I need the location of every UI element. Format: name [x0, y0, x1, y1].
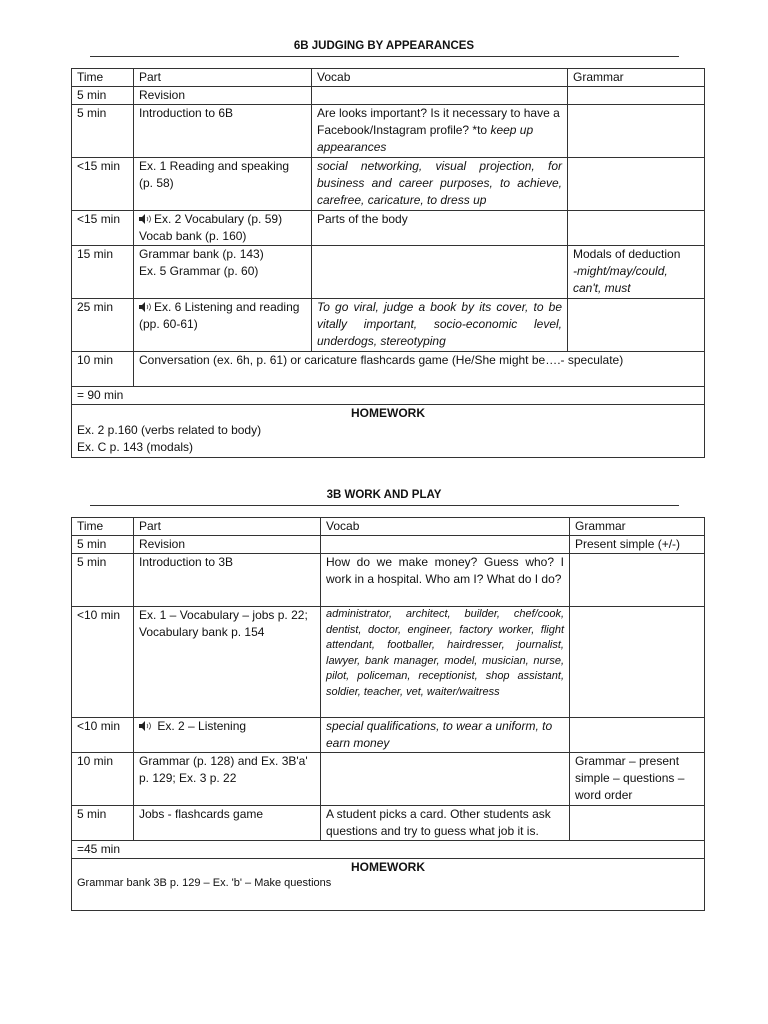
- grammar-cell: [568, 158, 705, 211]
- grammar-italic-text: -might/may/could, can't, must: [573, 264, 668, 295]
- homework-cell: [72, 859, 705, 911]
- table-row: [72, 554, 705, 607]
- part-cell: Ex. 1 – Vocabulary – jobs p. 22; Vocabulary bank p. 154: [134, 607, 321, 718]
- grammar-cell: [568, 246, 705, 299]
- title-underline: [90, 505, 679, 506]
- table-row: [72, 105, 705, 158]
- total-cell: =45 min: [72, 841, 705, 859]
- part-text: Ex. 6 Listening and reading (pp. 60-61): [139, 300, 300, 331]
- audio-speaker-icon: [139, 302, 151, 312]
- time-cell: 10 min: [72, 753, 134, 806]
- grammar-cell: [568, 299, 705, 352]
- total-row: [72, 841, 705, 859]
- header-grammar: Grammar: [568, 69, 705, 87]
- audio-speaker-icon: [139, 721, 151, 731]
- homework-cell: [72, 405, 705, 458]
- grammar-text: Modals of deduction: [573, 247, 681, 261]
- homework-row: [72, 405, 705, 458]
- time-cell: 5 min: [72, 806, 134, 841]
- homework-item: Grammar bank 3B p. 129 – Ex. 'b' – Make questions: [77, 877, 332, 889]
- part-cell: Revision: [134, 536, 321, 554]
- part-cell: Introduction to 3B: [134, 554, 321, 607]
- section-6b: [0, 38, 768, 57]
- vocab-text: Are looks important? Is it necessary to have a Facebook/Instagram profile? *to: [317, 106, 560, 137]
- audio-speaker-icon: [139, 214, 151, 224]
- header-vocab: Vocab: [321, 518, 570, 536]
- vocab-cell: How do we make money? Guess who? I work in a hospital. Who am I? What do I do?: [321, 554, 570, 607]
- vocab-cell: Parts of the body: [312, 211, 568, 246]
- grammar-cell: Present simple (+/-): [570, 536, 705, 554]
- vocab-cell: special qualifications, to wear a uniform, to earn money: [321, 718, 570, 753]
- header-vocab: Vocab: [312, 69, 568, 87]
- part-cell: [134, 211, 312, 246]
- table-header-row: [72, 69, 705, 87]
- part-cell: Grammar (p. 128) and Ex. 3B'a' p. 129; Ex. 3 p. 22: [134, 753, 321, 806]
- header-time: Time: [72, 69, 134, 87]
- time-cell: <15 min: [72, 158, 134, 211]
- header-part: Part: [134, 69, 312, 87]
- time-cell: 5 min: [72, 536, 134, 554]
- time-cell: 5 min: [72, 105, 134, 158]
- table-row: [72, 806, 705, 841]
- table-row: [72, 87, 705, 105]
- time-cell: <15 min: [72, 211, 134, 246]
- total-cell: = 90 min: [72, 387, 705, 405]
- homework-title: HOMEWORK: [351, 860, 425, 874]
- table-row: [72, 246, 705, 299]
- table-row: [72, 299, 705, 352]
- grammar-cell: [570, 554, 705, 607]
- homework-item: Ex. C p. 143 (modals): [77, 440, 194, 454]
- table-row: [72, 753, 705, 806]
- part-cell: Jobs - flashcards game: [134, 806, 321, 841]
- vocab-cell: To go viral, judge a book by its cover, to be vitally important, socio-economic level, underdogs, stereotyping: [312, 299, 568, 352]
- header-grammar: Grammar: [570, 518, 705, 536]
- lesson-plan-table-6b: [71, 68, 705, 458]
- part-cell: [134, 299, 312, 352]
- total-row: [72, 387, 705, 405]
- grammar-cell: [568, 105, 705, 158]
- part-cell: Revision: [134, 87, 312, 105]
- grammar-cell: [570, 718, 705, 753]
- part-text: Ex. 5 Grammar (p. 60): [139, 264, 259, 278]
- homework-item: Ex. 2 p.160 (verbs related to body): [77, 423, 262, 437]
- table-row: [72, 607, 705, 718]
- part-text: Ex. 2 Vocabulary (p. 59): [154, 212, 283, 226]
- vocab-cell: [321, 753, 570, 806]
- time-cell: 5 min: [72, 554, 134, 607]
- table-row: [72, 352, 705, 387]
- part-cell: [134, 246, 312, 299]
- table-row: [72, 158, 705, 211]
- time-cell: <10 min: [72, 718, 134, 753]
- time-cell: 25 min: [72, 299, 134, 352]
- lesson-plan-table-3b: [71, 517, 705, 911]
- vocab-cell: [312, 105, 568, 158]
- vocab-cell: [312, 246, 568, 299]
- table-row: [72, 536, 705, 554]
- grammar-cell: Grammar – present simple – questions – word order: [570, 753, 705, 806]
- time-cell: 5 min: [72, 87, 134, 105]
- vocab-cell: [321, 536, 570, 554]
- vocab-cell: [312, 87, 568, 105]
- part-cell: [134, 718, 321, 753]
- part-cell: Introduction to 6B: [134, 105, 312, 158]
- grammar-cell: [570, 806, 705, 841]
- time-cell: 15 min: [72, 246, 134, 299]
- table-row: [72, 211, 705, 246]
- table-header-row: [72, 518, 705, 536]
- homework-row: [72, 859, 705, 911]
- part-text: Ex. 2 – Listening: [157, 719, 247, 733]
- activity-span-cell: Conversation (ex. 6h, p. 61) or caricature flashcards game (He/She might be….- speculate): [134, 352, 705, 387]
- part-cell: Ex. 1 Reading and speaking (p. 58): [134, 158, 312, 211]
- table-row: [72, 718, 705, 753]
- time-cell: 10 min: [72, 352, 134, 387]
- header-part: Part: [134, 518, 321, 536]
- section-title: 6B JUDGING BY APPEARANCES: [293, 40, 475, 52]
- header-time: Time: [72, 518, 134, 536]
- part-text: Grammar bank (p. 143): [139, 247, 264, 261]
- vocab-cell: administrator, architect, builder, chef/cook, dentist, doctor, engineer, factory worker, flight attendant, footballer, hairdresser, journalist, lawyer, bank manager, model, musician, nurse, pilot, policeman, receptionist, shop assistant, soldier, teacher, vet, waiter/waitress: [321, 607, 570, 718]
- grammar-cell: [568, 87, 705, 105]
- homework-title: HOMEWORK: [351, 406, 425, 420]
- section-3b: [0, 487, 768, 506]
- time-cell: <10 min: [72, 607, 134, 718]
- vocab-cell: A student picks a card. Other students ask questions and try to guess what job it is.: [321, 806, 570, 841]
- vocab-cell: social networking, visual projection, for business and career purposes, to achieve, carefree, caricature, to dress up: [312, 158, 568, 211]
- grammar-cell: [570, 607, 705, 718]
- grammar-cell: [568, 211, 705, 246]
- section-title: 3B WORK AND PLAY: [326, 489, 442, 501]
- title-underline: [90, 56, 679, 57]
- vocab-italic-text: keep up appearances: [317, 123, 534, 154]
- part-text: Vocab bank (p. 160): [139, 229, 247, 243]
